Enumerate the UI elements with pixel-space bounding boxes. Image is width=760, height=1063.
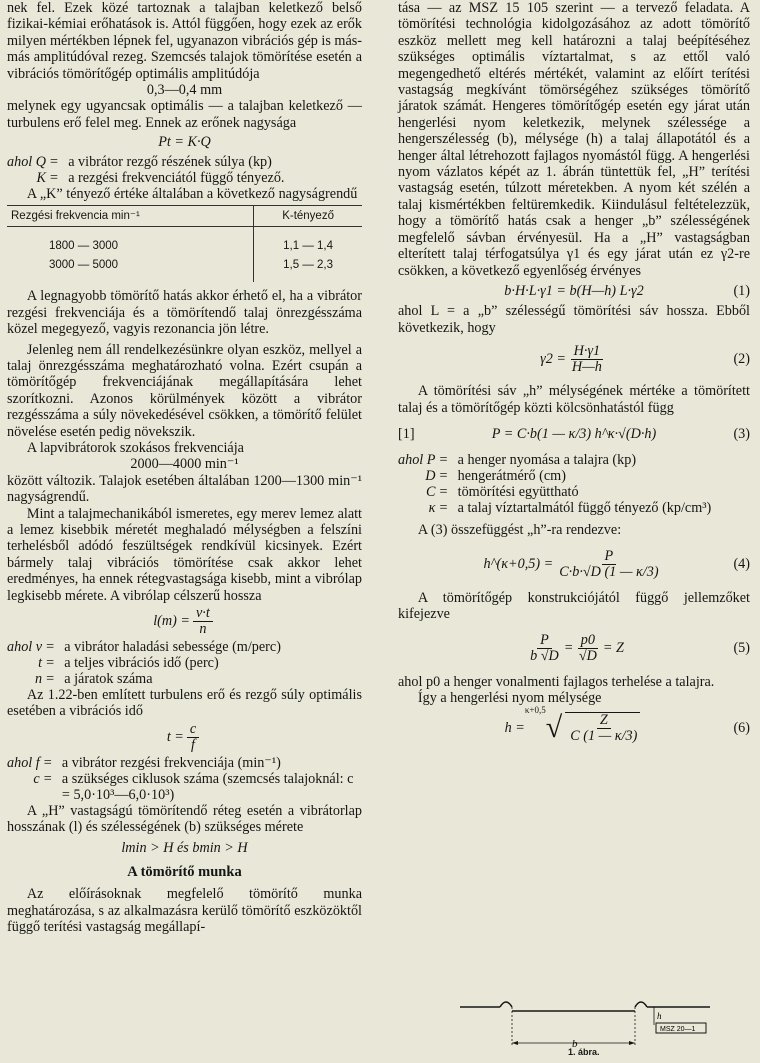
def-text: hengerátmérő (cm) — [457, 468, 566, 485]
def-equals: = — [439, 484, 448, 501]
paragraph: A tömörítőgép konstrukciójától függő jellemzőket kifejezve — [398, 589, 750, 623]
amplitude-value: 0,3—0,4 mm — [146, 82, 223, 99]
paragraph: A tömörítési sáv „h” mélységének mértéke a tömörített talaj és a tömörítőgép közti kölcsönhatástól függ — [398, 383, 750, 416]
frequency-value: 2000—4000 min⁻¹ — [130, 456, 239, 473]
equation-lhs: t = — [166, 729, 184, 746]
def-equals: = — [46, 671, 55, 687]
def-text: a teljes vibrációs idő (perc) — [64, 655, 219, 671]
force-equation: Pt = K·Q — [158, 134, 211, 151]
equation-number: (4) — [733, 556, 750, 573]
table-header: Rezgési frekvencia min⁻¹ — [7, 206, 254, 227]
table-cell: 1,1 — 1,4 — [254, 237, 362, 255]
equation-body: b·H·L·γ1 = b(H—h) L·γ2 — [504, 282, 644, 299]
table-row — [7, 256, 362, 274]
paragraph: Jelenleg nem áll rendelkezésünkre olyan eszköz, mellyel a talaj önrezgésszáma meghatározható volna. Ezért csupán a tömörítőgép frekvenciájának megállapítására lehet szorítkozni. Azonos körülmények között a vibrátor rezgésszáma a súly növekedésével csökken, a tömörítő felület növelése esetén pedig növekszik. — [7, 341, 362, 440]
def-equals: = — [43, 770, 52, 787]
figure-caption: 1. ábra. — [568, 1047, 600, 1057]
dimension-label-h: h — [657, 1011, 662, 1021]
fraction-denominator: b √D — [530, 647, 559, 664]
def-equals: = — [50, 153, 59, 170]
fraction-numerator: P — [602, 549, 617, 565]
def-text: a vibrátor rezgő részének súlya (kp) — [68, 153, 272, 170]
paragraph: nek fel. Ezek közé tartoznak a talajban keletkező belső fizikai-kémiai erőhatások is. Attól függően, hogy ezek az erők milyen mértékben lépnek fel, ugyanazon vibrációs gép is más-más amplitúdóval rezeg. Szemcsés talajok tömörítése esetén a vibrációs tömörítőgép optimális amplitúdója — [7, 0, 362, 82]
equation-number: (6) — [733, 720, 750, 737]
def-text: a járatok száma — [64, 671, 153, 687]
def-symbol: ahol P — [398, 452, 436, 469]
fraction-numerator: H·γ1 — [571, 344, 603, 360]
paragraph: A legnagyobb tömörítő hatás akkor érhető el, ha a vibrátor rezgési frekvenciája és a tömörítendő talaj önrezgésszáma közel megegyező, vagyis rezonancia jön létre. — [7, 288, 362, 338]
equation-number: (2) — [733, 351, 750, 368]
equation-lhs: h = — [504, 720, 525, 737]
fraction-numerator: c — [187, 722, 199, 738]
fraction-denominator: f — [191, 736, 195, 753]
equation-lhs: l(m) = — [153, 613, 190, 630]
figure-stamp: MSZ 20—1 — [660, 1026, 696, 1033]
table-header: K-tényező — [254, 206, 362, 227]
fraction-numerator: p0 — [578, 633, 598, 649]
definitions-force — [7, 154, 362, 186]
paragraph: Az 1.22-ben említett turbulens erő és rezgő súly optimális esetében a vibrációs idő — [7, 687, 362, 720]
def-equals: = — [43, 754, 52, 771]
def-equals: = — [439, 468, 448, 485]
right-column — [398, 0, 750, 750]
dimension-label-b: b — [572, 1038, 578, 1050]
def-equals: = — [46, 639, 55, 655]
def-symbol: C — [425, 484, 436, 501]
paragraph: ahol p0 a henger vonalmenti fajlagos terhelése a talajra. — [398, 673, 715, 690]
def-symbol: t — [38, 655, 43, 671]
def-symbol: c — [33, 770, 40, 787]
paragraph: A „K” tényező értéke általában a következő nagyságrendű — [26, 185, 358, 202]
fraction-denominator: √D — [578, 647, 597, 664]
def-text: a szükséges ciklusok száma (szemcsés talajoknál: c = 5,0·10³—6,0·10³) — [61, 770, 354, 803]
equation-lhs: γ2 = — [540, 351, 566, 368]
fraction-numerator: v·t — [193, 606, 213, 622]
table-cell: 1,5 — 2,3 — [254, 256, 362, 274]
left-column — [7, 0, 362, 936]
paragraph: A (3) összefüggést „h”-ra rendezve: — [417, 522, 622, 539]
def-equals: = — [46, 655, 55, 671]
size-inequality: lmin > H és bmin > H — [121, 839, 248, 856]
equation-3 — [398, 426, 750, 442]
equation-body: P = C·b(1 — κ/3) h^κ·√(D·h) — [491, 425, 657, 442]
def-symbol: K — [36, 169, 47, 186]
fraction-denominator: H—h — [571, 359, 602, 376]
paragraph: Az előírásoknak megfelelő tömörítő munka meghatározása, s az alkalmazásra kerülő tömörítő eszközöktől függő terítési vastagság megállapí- — [7, 886, 362, 936]
def-text: tömörítési együttható — [457, 484, 579, 501]
fraction-denominator: C·b·√D (1 — κ/3) — [559, 563, 659, 580]
fraction-denominator: C (1 — κ/3) — [570, 728, 638, 745]
root-index: κ+0,5 — [524, 705, 546, 716]
equation-5: $\frac{P}{b √D}$ = $\frac{p0}{√D}$ = Z (5) — [398, 633, 750, 664]
fraction-numerator: P — [537, 633, 552, 649]
paragraph: között változik. Talajok esetében általában 1200—1300 min⁻¹ nagyságrendű. — [7, 472, 362, 506]
equation-lhs: h^(κ+0,5) = — [483, 556, 554, 573]
k-factor-table — [7, 205, 362, 282]
def-equals: = — [439, 452, 448, 469]
time-equation — [7, 722, 362, 753]
paragraph: Így a hengerlési nyom mélysége — [417, 689, 602, 706]
fraction-numerator: Z — [597, 713, 611, 729]
def-symbol: ahol v — [7, 639, 43, 655]
def-symbol: D — [425, 468, 436, 485]
def-symbol: ahol Q — [7, 153, 47, 170]
paragraph: A lapvibrátorok szokásos frekvenciája — [26, 439, 244, 456]
table-row — [7, 237, 362, 255]
definitions-pressure — [398, 452, 750, 516]
def-text: a vibrátor haladási sebessége (m/perc) — [64, 639, 281, 655]
table-cell: 1800 — 3000 — [49, 240, 119, 253]
equation-rhs: = Z — [602, 639, 624, 656]
reference-label: [1] — [398, 425, 415, 442]
def-symbol: n — [34, 671, 43, 687]
def-symbol: κ — [428, 500, 436, 517]
definitions-length — [7, 639, 362, 687]
def-symbol: ahol f — [7, 754, 40, 771]
equation-6: h = κ+0,5 √ $\frac{Z}{C (1 — \kappa/3)}$ (6) — [398, 712, 750, 744]
paragraph: ahol L = a „b” szélességű tömörítési sáv hossza. Ebből következik, hogy — [398, 303, 750, 336]
definitions-time — [7, 755, 362, 803]
equation-number: (3) — [733, 425, 750, 442]
section-heading: A tömörítő munka — [127, 864, 242, 881]
equation-1 — [398, 283, 750, 299]
equation-number: (1) — [733, 282, 750, 299]
def-text: a vibrátor rezgési frekvenciája (min⁻¹) — [61, 754, 281, 771]
def-equals: = — [50, 169, 59, 186]
paragraph: A „H” vastagságú tömörítendő réteg esetén a vibrátorlap hosszának (l) és szélességének (b) szükséges mérete — [7, 802, 362, 836]
def-text: a rezgési frekvenciától függő tényező. — [68, 169, 285, 186]
def-equals: = — [439, 500, 448, 517]
fraction-denominator: n — [199, 621, 207, 637]
equation-4 — [398, 549, 750, 580]
length-equation — [7, 606, 362, 637]
equation-number: (5) — [733, 639, 750, 656]
paragraph: tása — az MSZ 15 105 szerint — a tervező feladata. A tömörítési technológia kidolgozásához az adott tömörítő eszköz mellett meg kell határozni a talaj beépítéséhez szükséges optimális víztartalmat, s az ettől való megengedhető eltérés mértékét, valamint az előírt terítési vastagság megkívánt tömörségéhez szükséges tömörítő járatok számát. Hengeres tömörítőgép esetén egy járat után hengerlési nyom keletkezik, melynek szélessége a hengerszélesség (b), mélysége (h) a talaj állapotától és a henger által létrehozott fajlagos nyomástól függ. A hengerlési nyom vázlatos képét az 1. ábrán tüntettük fel, „H” terítési vastagság esetén, túlzott méretekben. A nyom két szélén a talaj kismértékben feltüremkedik. Kiindulásul feltételezzük, hogy a tömörítő hatás csak a henger „b” szélességének megfelelő sávban érvényesül. Ha a „H” vastagságban elterített talaj térfogatsúlya γ1 és egy járat után ez γ2-re csökken, a következő egyenlőség érvényes — [398, 0, 750, 279]
def-text: a talaj víztartalmától függő tényező (kp/cm³) — [457, 500, 712, 517]
table-cell: 3000 — 5000 — [49, 258, 119, 271]
def-text: a henger nyomása a talajra (kp) — [457, 452, 637, 469]
paragraph: melynek egy ugyancsak optimális — a talajban keletkező — turbulens erő felel meg. Ennek az erőnek nagysága — [7, 98, 362, 131]
paragraph: Mint a talajmechanikából ismeretes, egy merev lemez alatt a lemez kisebbik méretét meghaladó mélységben a felszíni terhelésből adódó feszültségek rendkívül kicsinyek. Ezért bármely talaj vibrációs tömörítése csak akkor lehet eredményes, ha ennek rétegvastagsága kisebb, mint a vibrólap legkisebb mérete. A vibrólap célszerű hossza — [7, 505, 362, 604]
equation-2 — [398, 344, 750, 375]
